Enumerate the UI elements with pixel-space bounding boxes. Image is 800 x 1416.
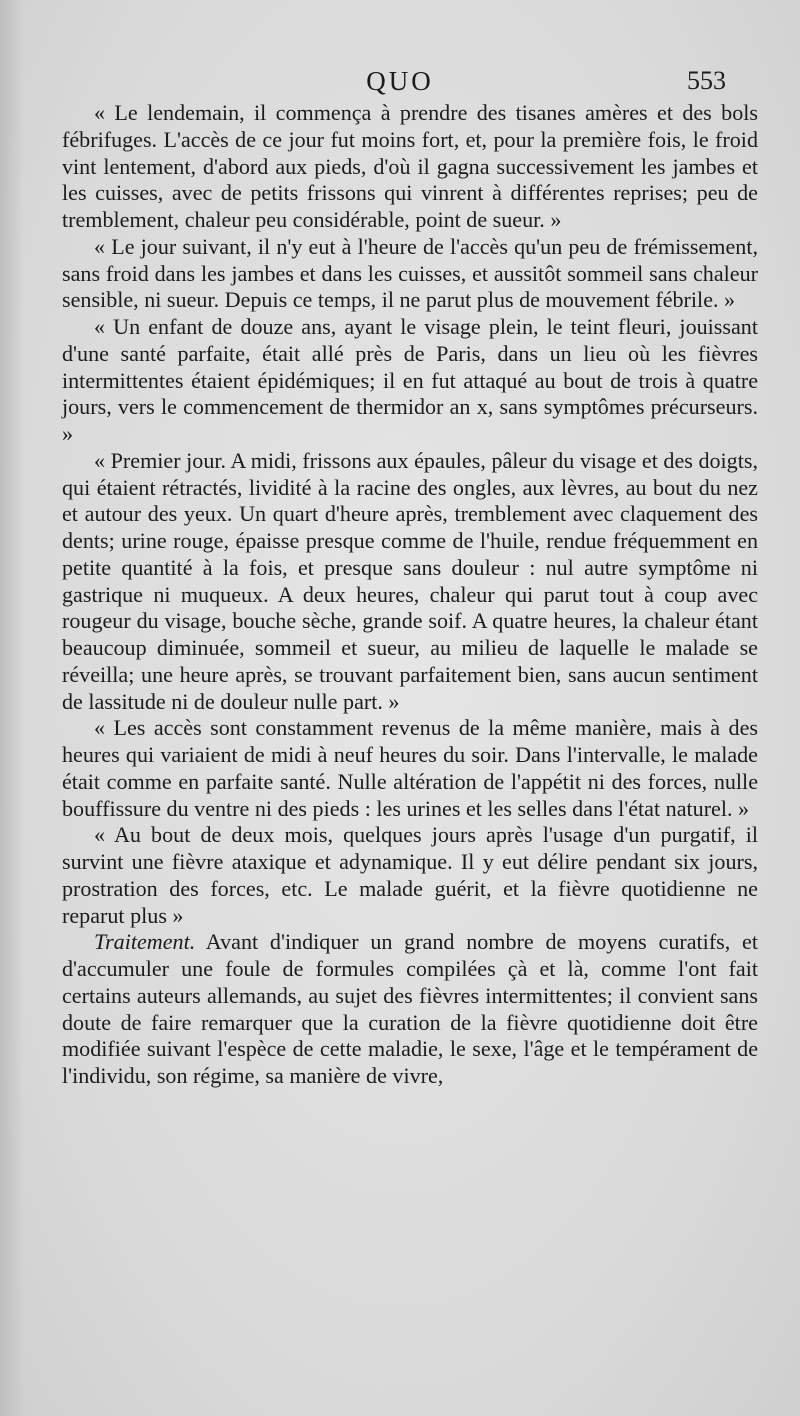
page-gutter-shadow (0, 0, 24, 1416)
paragraph-6: « Au bout de deux mois, quelques jours après l'usage d'un purgatif, il survint une fièvre ataxique et adynamique. Il y eut délire pendant six jours, prostration des forces, etc. Le malade guérit, et la fièvre quotidienne ne reparut plus » (62, 822, 758, 928)
paragraph-7-text: Avant d'indiquer un grand nombre de moyens curatifs, et d'accumuler une foule de formules compilées çà et là, comme l'ont fait certains auteurs allemands, au sujet des fièvres intermittentes; il convient sans doute de faire remarquer que la curation de la fièvre quotidienne doit être modifiée suivant l'espèce de cette maladie, le sexe, l'âge et le tempérament de l'individu, son régime, sa manière de vivre, (62, 929, 758, 1088)
paragraph-4: « Premier jour. A midi, frissons aux épaules, pâleur du visage et des doigts, qui étaient rétractés, lividité à la racine des ongles, aux lèvres, au bout du nez et autour des yeux. Un quart d'heure après, tremblement avec claquement des dents; urine rouge, épaisse presque comme de l'huile, rendue fréquemment en petite quantité à la fois, et presque sans douleur : nul autre symptôme ni gastrique ni muqueux. A deux heures, chaleur qui parut tout à coup avec rougeur du visage, bouche sèche, grande soif. A quatre heures, la chaleur étant beaucoup diminuée, sommeil et sueur, au milieu de laquelle le malade se réveilla; une heure après, se trouvant parfaitement bien, sans aucun sentiment de lassitude ni de douleur nulle part. » (62, 447, 758, 714)
page-number: 553 (687, 66, 726, 95)
section-lead-traitement: Traitement. (94, 929, 196, 955)
running-head-word: QUO (366, 66, 434, 96)
paragraph-2: « Le jour suivant, il n'y eut à l'heure de l'accès qu'un peu de frémissement, sans froid dans les jambes et dans les cuisses, et aussitôt sommeil sans chaleur sensible, ni sueur. Depuis ce temps, il ne parut plus de mouvement fébrile. » (62, 233, 758, 313)
paragraph-5: « Les accès sont constamment revenus de la même manière, mais à des heures qui variaient de midi à neuf heures du soir. Dans l'intervalle, le malade était comme en parfaite santé. Nulle altération de l'appétit ni des forces, nulle bouffissure du ventre ni des pieds : les urines et les selles dans l'état naturel. » (62, 715, 758, 821)
running-header (60, 66, 740, 100)
paragraph-7 (62, 929, 758, 1090)
paragraph-1: « Le lendemain, il commença à prendre des tisanes amères et des bols fébrifuges. L'accès de ce jour fut moins fort, et, pour la première fois, le froid vint lentement, d'abord aux pieds, d'où il gagna successivement les jambes et les cuisses, avec de petits frissons qui vinrent à différentes reprises; peu de tremblement, chaleur peu considérable, point de sueur. » (62, 100, 758, 232)
paragraph-3: « Un enfant de douze ans, ayant le visage plein, le teint fleuri, jouissant d'une santé parfaite, était allé près de Paris, dans un lieu où les fièvres intermittentes étaient épidémiques; il en fut attaqué au bout de trois à quatre jours, vers le commencement de thermidor an x, sans symptômes précurseurs. » (62, 314, 758, 446)
body-text (62, 100, 758, 1090)
